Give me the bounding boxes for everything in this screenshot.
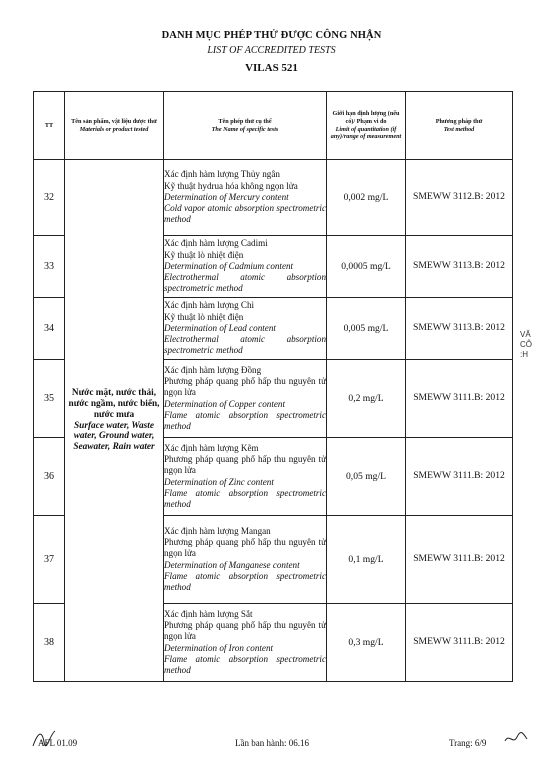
test-name-cell bbox=[164, 438, 327, 516]
test-name-vi: Xác định hàm lượng Mangan bbox=[164, 525, 271, 536]
col-header-name-en: The Name of specific tests bbox=[211, 125, 279, 133]
issue-number: Lần ban hành: 06.16 bbox=[235, 738, 309, 748]
method-cell: SMEWW 3111.B: 2012 bbox=[406, 360, 513, 438]
test-name-cell bbox=[164, 160, 327, 236]
limit-cell: 0,2 mg/L bbox=[327, 360, 406, 438]
test-name-cell bbox=[164, 604, 327, 682]
table-row bbox=[34, 160, 513, 236]
test-name-en: Cold vapor atomic absorption spectrometric method bbox=[164, 203, 326, 225]
col-header-material-vi: Tên sản phẩm, vật liệu được thử bbox=[71, 117, 157, 125]
test-name-vi: Kỹ thuật lò nhiệt điện bbox=[164, 249, 244, 260]
limit-cell: 0,3 mg/L bbox=[327, 604, 406, 682]
method-cell: SMEWW 3113.B: 2012 bbox=[406, 236, 513, 298]
col-header-limit-en: Limit of quantitation (if any)/range of measurement bbox=[330, 125, 402, 141]
test-name-en: Determination of Zinc content bbox=[164, 476, 274, 487]
material-vi: Nước mặt, nước thải, nước ngầm, nước biển, nước mưa bbox=[68, 388, 160, 420]
test-name-vi: Xác định hàm lượng Sắt bbox=[164, 608, 253, 619]
row-number: 33 bbox=[34, 236, 65, 298]
test-name-cell bbox=[164, 360, 327, 438]
test-name-cell bbox=[164, 516, 327, 604]
test-name-vi: Phương pháp quang phổ hấp thu nguyên tử ngọn lửa bbox=[164, 619, 326, 642]
margin-stamp-fragment: VĂ CÔ :H bbox=[520, 330, 532, 359]
test-name-vi: Xác định hàm lượng Chì bbox=[164, 300, 255, 311]
col-header-material-en: Materials or product tested bbox=[79, 125, 149, 133]
document-title: DANH MỤC PHÉP THỬ ĐƯỢC CÔNG NHẬN bbox=[161, 30, 382, 41]
test-name-en: Flame atomic absorption spectrometric method bbox=[164, 487, 326, 510]
initials-signature-right bbox=[503, 729, 529, 747]
row-number: 32 bbox=[34, 160, 65, 236]
limit-cell: 0,005 mg/L bbox=[327, 298, 406, 360]
test-name-en: Determination of Cadmium content bbox=[164, 260, 294, 271]
col-header-test-name bbox=[164, 92, 327, 160]
col-header-material bbox=[65, 92, 164, 160]
test-name-en: Electrothermal atomic absorption spectrometric method bbox=[164, 272, 326, 294]
test-name-vi: Phương pháp quang phổ hấp thu nguyên tử ngọn lửa bbox=[164, 536, 326, 559]
col-header-tt: TT bbox=[34, 92, 65, 160]
test-name-vi: Kỹ thuật hydrua hóa không ngọn lửa bbox=[164, 180, 298, 191]
test-name-en: Determination of Lead content bbox=[164, 322, 276, 333]
col-header-limit bbox=[327, 92, 406, 160]
material-cell bbox=[65, 160, 164, 682]
test-name-en: Flame atomic absorption spectrometric method bbox=[164, 653, 326, 676]
form-code: AFL 01.09 bbox=[38, 738, 78, 748]
limit-cell: 0,05 mg/L bbox=[327, 438, 406, 516]
test-name-cell bbox=[164, 236, 327, 298]
col-header-limit-vi: Giới hạn định lượng (nếu có)/ Phạm vi đo bbox=[332, 110, 400, 125]
test-name-en: Flame atomic absorption spectrometric method bbox=[164, 570, 326, 593]
accredited-tests-table bbox=[33, 91, 513, 682]
limit-cell: 0,1 mg/L bbox=[327, 516, 406, 604]
test-name-vi: Xác định hàm lượng Thủy ngân bbox=[164, 169, 280, 180]
test-name-en: Determination of Iron content bbox=[164, 642, 274, 653]
method-cell: SMEWW 3112.B: 2012 bbox=[406, 160, 513, 236]
test-name-vi: Xác định hàm lượng Đồng bbox=[164, 364, 262, 375]
test-name-en: Determination of Copper content bbox=[164, 398, 285, 409]
row-number: 34 bbox=[34, 298, 65, 360]
method-cell: SMEWW 3111.B: 2012 bbox=[406, 604, 513, 682]
limit-cell: 0,0005 mg/L bbox=[327, 236, 406, 298]
col-header-method bbox=[406, 92, 513, 160]
row-number: 35 bbox=[34, 360, 65, 438]
test-name-en: Flame atomic absorption spectrometric method bbox=[164, 409, 326, 432]
col-header-name-vi: Tên phép thử cụ thể bbox=[218, 117, 272, 125]
page-number: Trang: 6/9 bbox=[449, 738, 487, 748]
test-name-vi: Xác định hàm lượng Kẽm bbox=[164, 442, 259, 453]
material-en: Surface water, Waste water, Ground water, Seawater, Rain water bbox=[73, 420, 155, 452]
row-number: 36 bbox=[34, 438, 65, 516]
limit-cell: 0,002 mg/L bbox=[327, 160, 406, 236]
test-name-vi: Kỹ thuật lò nhiệt điện bbox=[164, 311, 244, 322]
table-header-row bbox=[34, 92, 513, 160]
test-name-vi: Phương pháp quang phổ hấp thu nguyên tử ngọn lửa bbox=[164, 375, 326, 398]
test-name-cell bbox=[164, 298, 327, 360]
row-number: 37 bbox=[34, 516, 65, 604]
method-cell: SMEWW 3111.B: 2012 bbox=[406, 516, 513, 604]
test-name-en: Determination of Manganese content bbox=[164, 559, 300, 570]
vilas-number: VILAS 521 bbox=[245, 62, 298, 74]
test-name-en: Determination of Mercury content bbox=[164, 191, 289, 202]
method-cell: SMEWW 3111.B: 2012 bbox=[406, 438, 513, 516]
test-name-en: Electrothermal atomic absorption spectrometric method bbox=[164, 334, 326, 356]
test-name-vi: Phương pháp quang phổ hấp thu nguyên tử ngọn lửa bbox=[164, 453, 326, 476]
method-cell: SMEWW 3113.B: 2012 bbox=[406, 298, 513, 360]
document-subtitle: LIST OF ACCREDITED TESTS bbox=[207, 45, 336, 56]
row-number: 38 bbox=[34, 604, 65, 682]
col-header-method-vi: Phương pháp thử bbox=[435, 117, 483, 125]
col-header-method-en: Test method bbox=[443, 125, 475, 133]
test-name-vi: Xác định hàm lượng Cadimi bbox=[164, 238, 268, 249]
